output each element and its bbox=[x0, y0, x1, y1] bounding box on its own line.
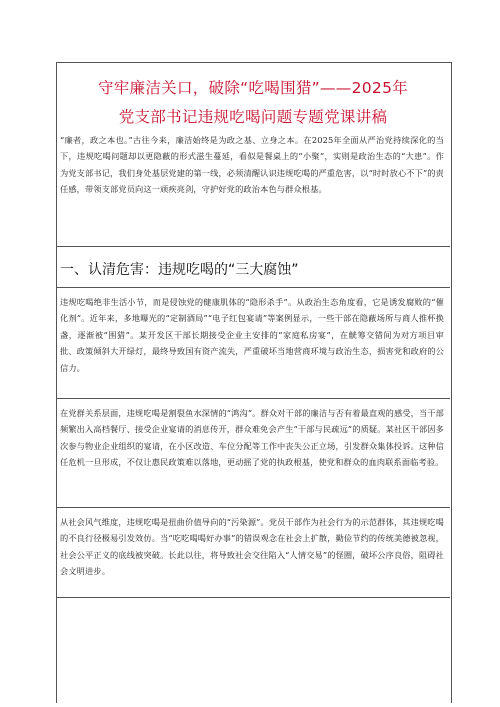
divider bbox=[56, 246, 450, 247]
body-paragraph: 从社会风气维度，违规吃喝是扭曲价值导向的“污染源”。党员干部作为社会行为的示范群体，其违规吃喝的不良行径极易引发效仿。当“吃吃喝喝好办事”的错误观念在社会上扩散，勤俭节约的传统美德被忽视，社会公平正义的底线被突破。长此以往，将导致社会交往陷入“人情交易”的怪圈，破坏公序良俗，阻碍社会文明进步。 bbox=[60, 517, 444, 577]
document-title bbox=[56, 74, 450, 132]
paragraph-block bbox=[60, 405, 444, 471]
paragraph-block bbox=[60, 514, 444, 580]
body-paragraph: 在党群关系层面，违规吃喝是割裂鱼水深情的“鸿沟”。群众对干部的廉洁与否有着最直观的感受，当干部频繁出入高档餐厅、接受企业宴请的消息传开，群众难免会产生“干部与民疏远”的质疑。某社区干部因多次参与物业企业组织的宴请，在小区改造、车位分配等工作中丧失公正立场，引发群众集体投诉。这种信任危机一旦形成，不仅让惠民政策难以落地，更动摇了党的执政根基，使党和群众的血肉联系面临考验。 bbox=[60, 408, 444, 468]
section-heading: 一、认清危害：违规吃喝的“三大腐蚀” bbox=[60, 262, 299, 278]
divider bbox=[56, 398, 450, 399]
title-line-2: 党支部书记违规吃喝问题专题党课讲稿 bbox=[118, 108, 388, 126]
divider bbox=[56, 287, 450, 288]
title-line-1: 守牢廉洁关口，破除“吃喝围猎”——2025年 bbox=[97, 79, 409, 97]
divider bbox=[56, 597, 450, 598]
paragraph-block bbox=[60, 294, 444, 376]
divider bbox=[56, 507, 450, 508]
body-paragraph: 违规吃喝绝非生活小节，而是侵蚀党的健康肌体的“隐形杀手”。从政治生态角度看，它是诱发腐败的“催化剂”。近年来，多地曝光的“定制酒局”“电子红包宴请”等案例显示，一些干部在隐蔽场所与商人推杯换盏，逐渐被“围猎”。某开发区干部长期接受企业主安排的“家庭私房宴”，在觥筹交错间为对方项目审批、政策倾斜大开绿灯，最终导致国有资产流失，严重破坏当地营商环境与政治生态，损害党和政府的公信力。 bbox=[60, 297, 444, 373]
intro-block bbox=[60, 132, 444, 198]
intro-paragraph: “廉者，政之本也。”古往今来，廉洁始终是为政之基、立身之本。在2025年全面从严治党持续深化的当下，违规吃喝问题却以更隐蔽的形式滋生蔓延，看似是餐桌上的“小聚”，实则是政治生态的“大患”。作为党支部书记，我们身处基层党建的第一线，必须清醒认识违规吃喝的严重危害，以“时时放心不下”的责任感，带领支部党员向这一顽疾亮剑，守护好党的政治本色与群众根基。 bbox=[60, 135, 444, 195]
